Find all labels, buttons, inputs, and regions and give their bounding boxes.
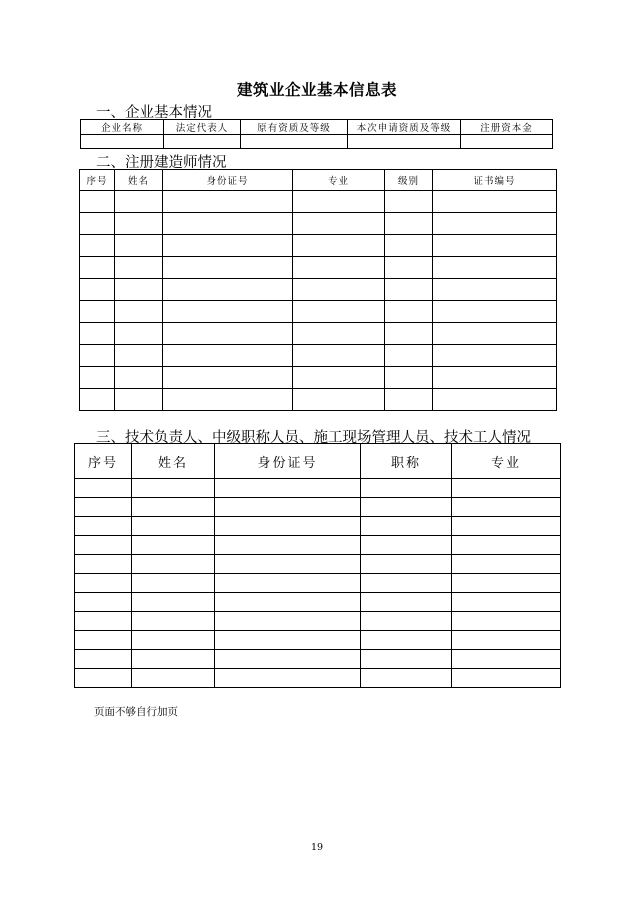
- table-cell[interactable]: [293, 323, 385, 345]
- table-cell[interactable]: [293, 389, 385, 411]
- table-cell[interactable]: [163, 257, 293, 279]
- table-cell[interactable]: [452, 593, 561, 612]
- table-cell[interactable]: [132, 517, 215, 536]
- table-cell[interactable]: [75, 536, 132, 555]
- table-cell[interactable]: [75, 574, 132, 593]
- table-cell[interactable]: [452, 498, 561, 517]
- table-cell[interactable]: [385, 323, 433, 345]
- table-cell[interactable]: [385, 345, 433, 367]
- table-cell[interactable]: [132, 479, 215, 498]
- table-row: [75, 631, 561, 650]
- page-number: 19: [310, 842, 324, 853]
- table-cell[interactable]: [132, 631, 215, 650]
- column-header: 专业: [452, 444, 561, 479]
- table-row: [75, 555, 561, 574]
- table-cell[interactable]: [132, 574, 215, 593]
- table-row: [80, 301, 557, 323]
- table-row: [75, 593, 561, 612]
- table-header-row: [80, 170, 557, 191]
- table-cell[interactable]: [75, 631, 132, 650]
- table-cell[interactable]: [115, 345, 163, 367]
- table-cell[interactable]: [80, 323, 115, 345]
- table-cell[interactable]: [75, 479, 132, 498]
- table-cell[interactable]: [385, 191, 433, 213]
- table-cell[interactable]: [433, 191, 557, 213]
- table-cell[interactable]: [80, 213, 115, 235]
- table-row: [75, 479, 561, 498]
- table-row: [75, 574, 561, 593]
- table-cell[interactable]: [132, 650, 215, 669]
- table-cell[interactable]: [361, 631, 452, 650]
- table-row: [75, 612, 561, 631]
- table-cell[interactable]: [163, 345, 293, 367]
- table-cell[interactable]: [115, 323, 163, 345]
- table-cell[interactable]: [215, 574, 361, 593]
- table-cell[interactable]: [361, 650, 452, 669]
- table-cell[interactable]: [293, 235, 385, 257]
- table-cell[interactable]: [75, 650, 132, 669]
- table-cell[interactable]: [293, 367, 385, 389]
- table-cell[interactable]: [164, 135, 241, 149]
- table-cell[interactable]: [215, 631, 361, 650]
- table-cell[interactable]: [433, 301, 557, 323]
- table-cell[interactable]: [433, 389, 557, 411]
- column-header: 身份证号: [215, 444, 361, 479]
- table-cell[interactable]: [163, 213, 293, 235]
- table-cell[interactable]: [163, 323, 293, 345]
- table-cell[interactable]: [385, 257, 433, 279]
- table-cell[interactable]: [361, 555, 452, 574]
- table-cell[interactable]: [385, 279, 433, 301]
- table-cell[interactable]: [348, 135, 461, 149]
- column-header: 专业: [293, 170, 385, 191]
- section-heading-registered-constructors: 二、注册建造师情况: [96, 155, 227, 171]
- table-cell[interactable]: [75, 498, 132, 517]
- table-cell[interactable]: [75, 612, 132, 631]
- table-cell[interactable]: [132, 536, 215, 555]
- table-cell[interactable]: [452, 650, 561, 669]
- table-row: [80, 213, 557, 235]
- table-cell[interactable]: [452, 555, 561, 574]
- table-cell[interactable]: [80, 345, 115, 367]
- table-row: [75, 650, 561, 669]
- table-row: [80, 191, 557, 213]
- table-row: [75, 498, 561, 517]
- table-cell[interactable]: [361, 517, 452, 536]
- table-cell[interactable]: [433, 345, 557, 367]
- table-cell[interactable]: [215, 479, 361, 498]
- table-row: [80, 235, 557, 257]
- table-cell[interactable]: [361, 479, 452, 498]
- table-cell[interactable]: [115, 235, 163, 257]
- table-header-row: [81, 120, 553, 135]
- table-cell[interactable]: [361, 612, 452, 631]
- table-cell[interactable]: [80, 367, 115, 389]
- table-cell[interactable]: [75, 593, 132, 612]
- column-header: 证书编号: [433, 170, 557, 191]
- table-cell[interactable]: [115, 279, 163, 301]
- technical-staff-table: [74, 443, 561, 688]
- table-cell[interactable]: [115, 389, 163, 411]
- column-header: 注册资本金: [461, 120, 553, 135]
- table-cell[interactable]: [385, 301, 433, 323]
- table-cell[interactable]: [293, 257, 385, 279]
- column-header: 级别: [385, 170, 433, 191]
- column-header: 姓名: [132, 444, 215, 479]
- table-cell[interactable]: [361, 574, 452, 593]
- table-cell[interactable]: [215, 650, 361, 669]
- section-heading-enterprise-info: 一、企业基本情况: [96, 105, 212, 121]
- table-cell[interactable]: [452, 574, 561, 593]
- table-cell[interactable]: [163, 389, 293, 411]
- table-cell[interactable]: [452, 517, 561, 536]
- table-row: [80, 279, 557, 301]
- table-cell[interactable]: [132, 612, 215, 631]
- table-cell[interactable]: [433, 367, 557, 389]
- table-row: [80, 345, 557, 367]
- table-cell[interactable]: [215, 498, 361, 517]
- table-cell[interactable]: [385, 235, 433, 257]
- table-cell[interactable]: [80, 301, 115, 323]
- table-cell[interactable]: [385, 389, 433, 411]
- table-cell[interactable]: [241, 135, 348, 149]
- table-cell[interactable]: [385, 367, 433, 389]
- column-header: 本次申请资质及等级: [348, 120, 461, 135]
- table-cell[interactable]: [163, 367, 293, 389]
- table-cell[interactable]: [163, 191, 293, 213]
- table-row: [80, 257, 557, 279]
- table-cell[interactable]: [452, 669, 561, 688]
- section-heading-technical-staff: 三、技术负责人、中级职称人员、施工现场管理人员、技术工人情况: [96, 430, 531, 446]
- table-cell[interactable]: [80, 235, 115, 257]
- column-header: 序号: [75, 444, 132, 479]
- table-cell[interactable]: [293, 213, 385, 235]
- table-cell[interactable]: [75, 669, 132, 688]
- table-cell[interactable]: [433, 235, 557, 257]
- table-cell[interactable]: [452, 631, 561, 650]
- table-row: [75, 517, 561, 536]
- table-cell[interactable]: [132, 498, 215, 517]
- table-cell[interactable]: [385, 213, 433, 235]
- column-header: 原有资质及等级: [241, 120, 348, 135]
- table-row: [80, 389, 557, 411]
- table-cell[interactable]: [132, 669, 215, 688]
- table-row: [75, 536, 561, 555]
- table-cell[interactable]: [293, 301, 385, 323]
- table-cell[interactable]: [293, 279, 385, 301]
- table-cell[interactable]: [215, 612, 361, 631]
- table-cell[interactable]: [433, 257, 557, 279]
- table-row: [80, 323, 557, 345]
- table-cell[interactable]: [115, 367, 163, 389]
- table-cell[interactable]: [115, 213, 163, 235]
- table-cell[interactable]: [433, 213, 557, 235]
- enterprise-info-table: [80, 119, 553, 149]
- column-header: 身份证号: [163, 170, 293, 191]
- column-header: 职称: [361, 444, 452, 479]
- table-cell[interactable]: [132, 593, 215, 612]
- document-title: 建筑业企业基本信息表: [236, 81, 397, 99]
- table-cell[interactable]: [80, 257, 115, 279]
- table-cell[interactable]: [361, 593, 452, 612]
- table-cell[interactable]: [163, 235, 293, 257]
- table-cell[interactable]: [132, 555, 215, 574]
- table-header-row: [75, 444, 561, 479]
- registered-constructors-table: [79, 169, 557, 411]
- table-cell[interactable]: [115, 257, 163, 279]
- table-cell[interactable]: [215, 669, 361, 688]
- table-cell[interactable]: [293, 191, 385, 213]
- table-cell[interactable]: [215, 536, 361, 555]
- table-cell[interactable]: [80, 191, 115, 213]
- table-cell[interactable]: [361, 498, 452, 517]
- table-cell[interactable]: [215, 517, 361, 536]
- table-cell[interactable]: [361, 536, 452, 555]
- table-cell[interactable]: [461, 135, 553, 149]
- table-row: [75, 669, 561, 688]
- table-cell[interactable]: [452, 479, 561, 498]
- table-row: [81, 135, 553, 149]
- table-cell[interactable]: [163, 301, 293, 323]
- table-cell[interactable]: [115, 301, 163, 323]
- table-cell[interactable]: [75, 517, 132, 536]
- table-cell[interactable]: [115, 191, 163, 213]
- column-header: 序号: [80, 170, 115, 191]
- column-header: 姓名: [115, 170, 163, 191]
- table-cell[interactable]: [452, 536, 561, 555]
- table-cell[interactable]: [75, 555, 132, 574]
- column-header: 企业名称: [81, 120, 164, 135]
- table-cell[interactable]: [215, 593, 361, 612]
- add-pages-note: 页面不够自行加页: [94, 706, 178, 718]
- table-cell[interactable]: [433, 279, 557, 301]
- table-cell[interactable]: [361, 669, 452, 688]
- table-row: [80, 367, 557, 389]
- table-cell[interactable]: [452, 612, 561, 631]
- table-cell[interactable]: [80, 279, 115, 301]
- table-cell[interactable]: [215, 555, 361, 574]
- table-cell[interactable]: [163, 279, 293, 301]
- table-cell[interactable]: [80, 389, 115, 411]
- table-cell[interactable]: [433, 323, 557, 345]
- table-cell[interactable]: [293, 345, 385, 367]
- table-cell[interactable]: [81, 135, 164, 149]
- column-header: 法定代表人: [164, 120, 241, 135]
